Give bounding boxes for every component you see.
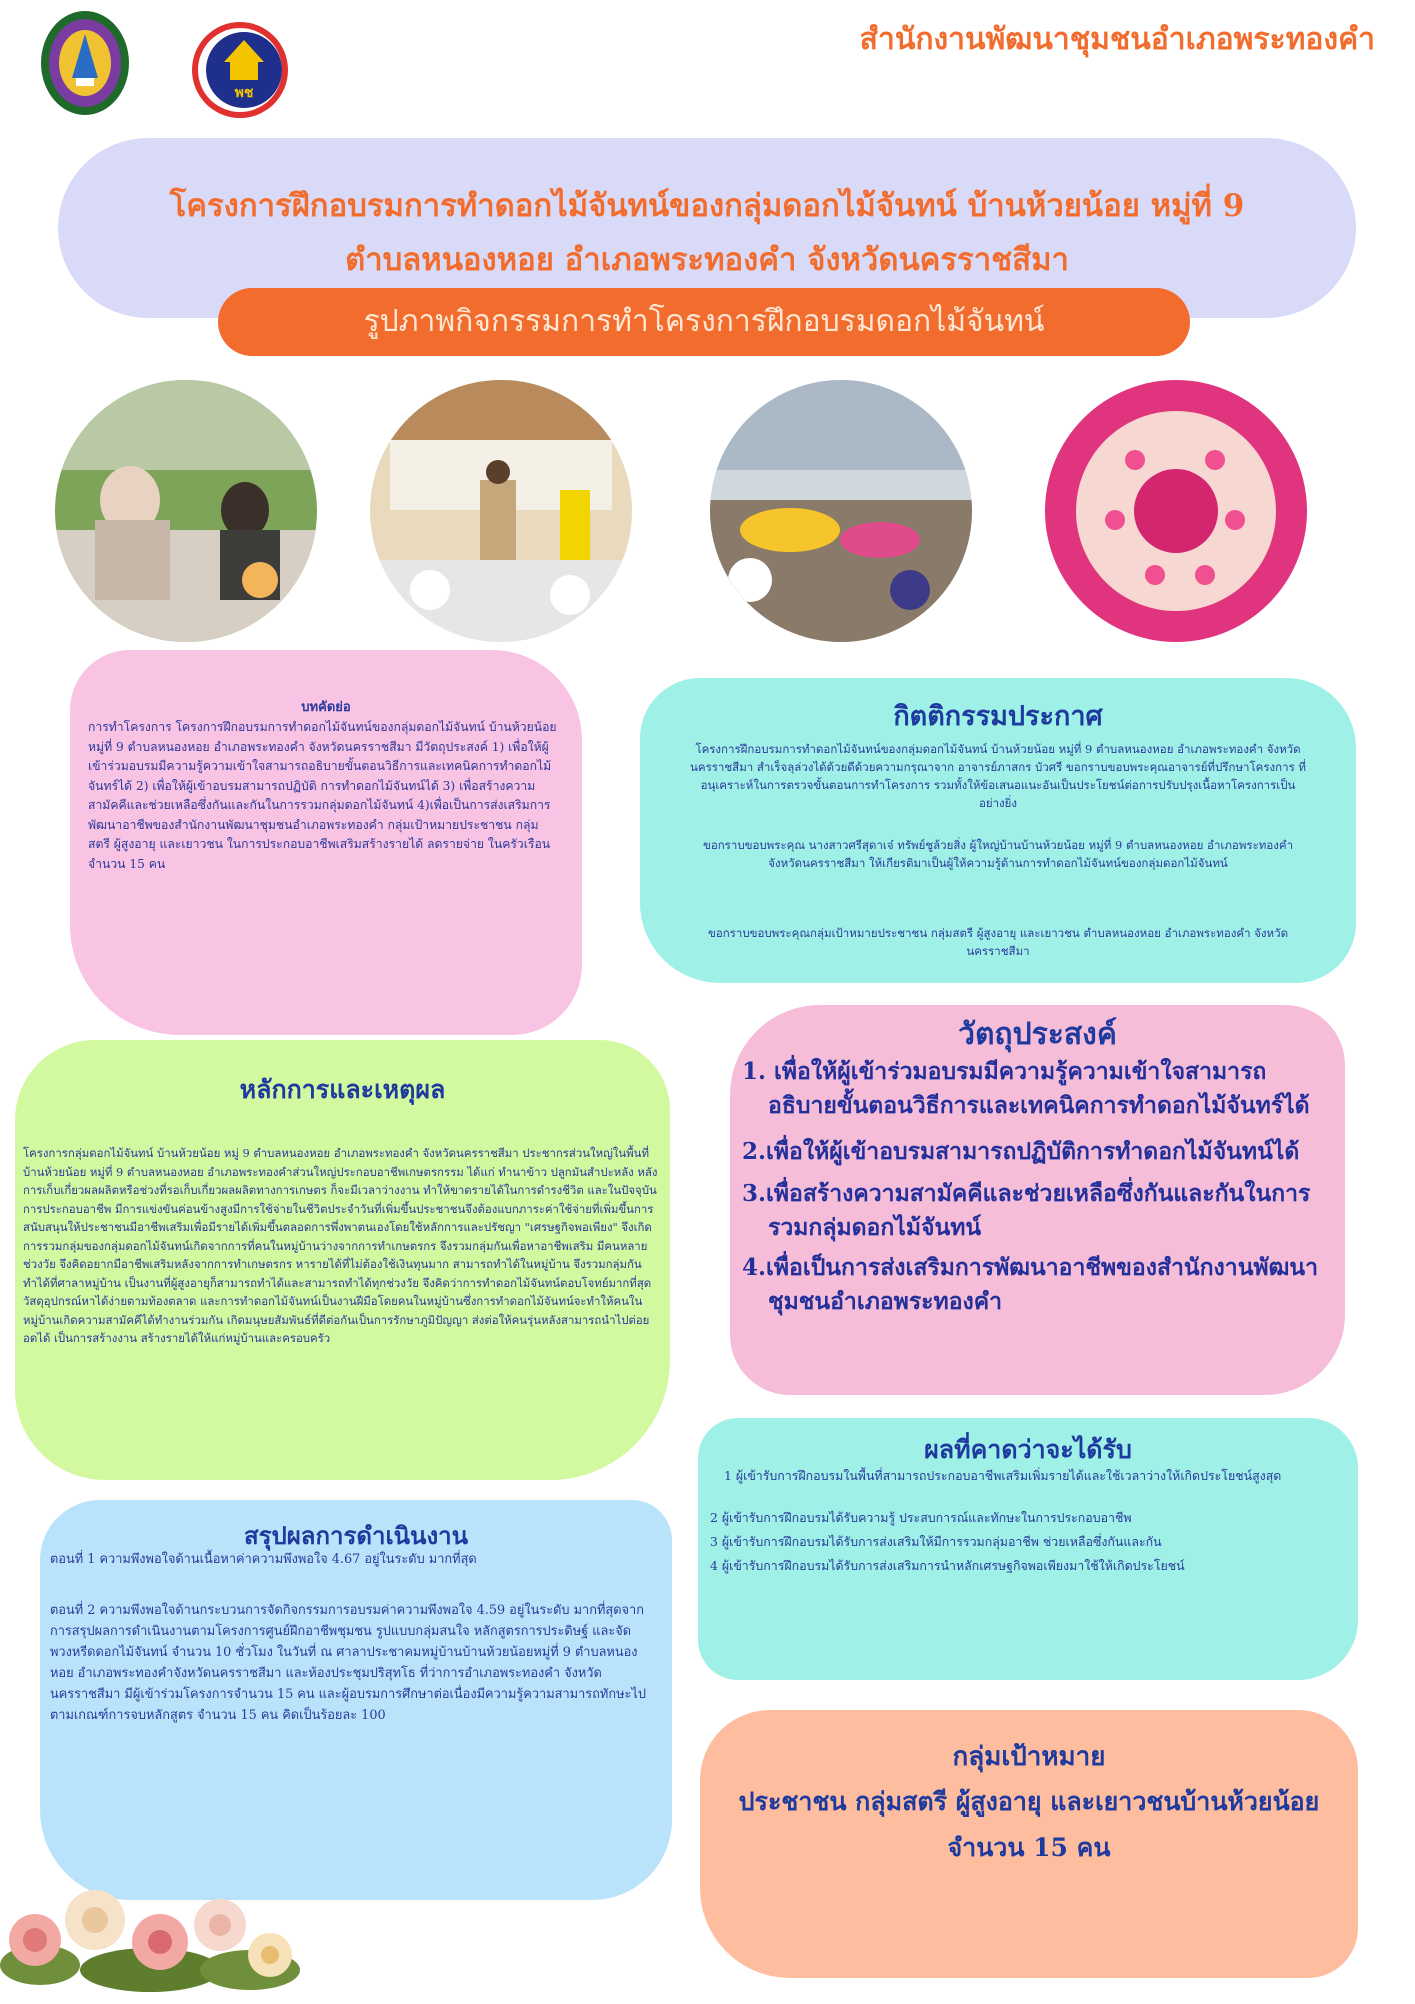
target-line-2: จำนวน 15 คน [947, 1833, 1111, 1862]
title-line-1: โครงการฝึกอบรมการทำดอกไม้จันทน์ของกลุ่มดอกไม้จันทน์ บ้านห้วยน้อย หมู่ที่ 9 [169, 188, 1245, 224]
photo-making-flowers [55, 380, 317, 642]
expected-item-3: 3 ผู้เข้ารับการฝึกอบรมได้รับการส่งเสริมให้มีการรวมกลุ่มอาชีพ ช่วยเหลือซึ่งกันและกัน [710, 1534, 1162, 1549]
objective-item-1: 1. เพื่อให้ผู้เข้าร่วมอบรมมีความรู้ความเข้าใจสามารถอธิบายขั้นตอนวิธีการและเทคนิคการทำดอกไม้จันทร์ได้ [742, 1058, 1310, 1119]
acknowledgement-card [640, 678, 1356, 983]
objective-item-4: 4.เพื่อเป็นการส่งเสริมการพัฒนาอาชีพของสำนักงานพัฒนาชุมชนอำเภอพระทองคำ [742, 1254, 1318, 1315]
abstract-heading: บทคัดย่อ [301, 700, 351, 715]
target-heading: กลุ่มเป้าหมาย [952, 1742, 1106, 1772]
objective-item-3: 3.เพื่อสร้างความสามัคคีและช่วยเหลือซึ่งกันและกันในการรวมกลุ่มดอกไม้จันทน์ [742, 1180, 1311, 1241]
abstract-card [70, 650, 582, 1035]
flower-decoration-icon [0, 1870, 300, 2000]
objectives-card [730, 1005, 1345, 1395]
expected-item-2: 2 ผู้เข้ารับการฝึกอบรมได้รับความรู้ ประสบการณ์และทักษะในการประกอบอาชีพ [710, 1510, 1132, 1525]
expected-item-4: 4 ผู้เข้ารับการฝึกอบรมได้รับการส่งเสริมการนำหลักเศรษฐกิจพอเพียงมาใช้ให้เกิดประโยชน์ [710, 1558, 1185, 1573]
rationale-body: โครงการกลุ่มดอกไม้จันทน์ บ้านห้วยน้อย หมู่ 9 ตำบลหนองหอย อำเภอพระทองคำ จังหวัดนครราชสีมา ประชากรส่วนใหญ่ในพื้นที่บ้านห้วยน้อย หมู่ที่ 9 ตำบลหนองหอย อำเภอพระทองคำส่วนใหญ่ประกอบอาชีพเกษตรกรรม ได้แก่ ทำนาข้าว ปลูกมันสำปะหลัง หลังการเก็บเกี่ยวผลผลิตหรือช่วงที่รอเก็บเกี่ยวผลผลิตทางการเกษตร ก็จะมีเวลาว่างงาน ทำให้ขาดรายได้ในการดำรงชีวิต และในปัจจุบันการประกอบอาชีพ มีการแข่งขันค่อนข้างสูงมีการใช้จ่ายในชีวิตประจำวันที่เพิ่มขึ้นประชาชนจึงต้องแบกภาระค่าใช้จ่ายที่เพิ่มขึ้นการสนับสนุนให้ประชาชนมีอาชีพเสริมเพื่อมีรายได้เพิ่มขึ้นตลอดการพึ่งพาตนเองโดยใช้หลักการและปรัชญา "เศรษฐกิจพอเพียง" จึงเกิดการรวมกลุ่มของกลุ่มดอกไม้จันทน์เกิดจากการที่คนในหมู่บ้านว่างจากการทำเกษตรกร จึงรวมกลุ่มกันเพื่อหาอาชีพเสริม มีคนหลายช่วงวัย จึงคิดอยากมีอาชีพเสริมหลังจากการทำเกษตรกร หารายได้ที่ไม่ต้องใช้เงินทุนมาก สามารถทำได้ในหมู่บ้าน จึงรวมกลุ่มกันทำได้ที่ศาลาหมู่บ้าน เป็นงานที่ผู้สูงอายุก็สามารถทำได้และสามารถทำได้ทุกช่วงวัย จึงคิดว่าการทำดอกไม้จันทน์ตอบโจทย์มากที่สุด วัสดุอุปกรณ์หาได้ง่ายตามท้องตลาด และการทำดอกไม้จันทน์เป็นงานฝีมือโดยคนในหมู่บ้านซึ่งการทำดอกไม้จันทน์จะทำให้คนในหมู่บ้านเกิดความสามัคคีได้ทำงานร่วมกัน เกิดมนุษยสัมพันธ์ที่ดีต่อกันเป็นการรักษาภูมิปัญญา ส่งต่อให้คนรุ่นหลังสามารถนำไปต่อยอดได้ เป็นการสร้างงาน สร้างรายได้ให้แก่หมู่บ้านและครอบครัว [23, 1146, 658, 1345]
expected-card [698, 1418, 1358, 1680]
rationale-heading: หลักการและเหตุผล [239, 1075, 446, 1104]
expected-item-1: 1 ผู้เข้ารับการฝึกอบรมในพื้นที่สามารถประกอบอาชีพเสริมเพิ่มรายได้และใช้เวลาว่างให้เกิดประโยชน์สูงสุด [724, 1468, 1282, 1483]
subtitle-pill: รูปภาพกิจกรรมการทำโครงการฝึกอบรมดอกไม้จันทน์ [218, 288, 1190, 356]
expected-heading: ผลที่คาดว่าจะได้รับ [924, 1435, 1132, 1464]
ack-para-2: ขอกราบขอบพระคุณ นางสาวศรีสุดาเจ๋ ทรัพย์ชูล้วยสิ่ง ผู้ใหญ่บ้านบ้านห้วยน้อย หมู่ที่ 9 ตำบลหนองหอย อำเภอพระทองคำ จังหวัดนครราชสีมา ให้เกียรติมาเป็นผู้ให้ความรู้ด้านการทำดอกไม้จันทน์ของกลุ่มดอกไม้จันทน์ [702, 838, 1294, 870]
office-name: สำนักงานพัฒนาชุมชนอำเภอพระทองคำ [859, 22, 1375, 57]
target-card [700, 1710, 1358, 1978]
ack-para-3: ขอกราบขอบพระคุณกลุ่มเป้าหมายประชาชน กลุ่มสตรี ผู้สูงอายุ และเยาวชน ตำบลหนองหอย อำเภอพระทองคำ จังหวัดนครราชสีมา [707, 926, 1289, 958]
photo-opening-ceremony [370, 380, 632, 642]
ack-para-1: โครงการฝึกอบรมการทำดอกไม้จันทน์ของกลุ่มดอกไม้จันทน์ บ้านห้วยน้อย หมู่ที่ 9 ตำบลหนองหอย อำเภอพระทองคำ จังหวัดนครราชสีมา สำเร็จลุล่วงได้ด้วยดีด้วยความกรุณาจาก อาจารย์ภาสกร บัวศรี ขอกราบขอบพระคุณอาจารย์ที่ปรึกษาโครงการ ที่อนุเคราะห์ในการตรวจขั้นตอนการทำโครงการ รวมทั้งให้ข้อเสนอแนะอันเป็นประโยชน์ต่อการปรับปรุงเนื้อหาโครงการเป็นอย่างยิ่ง [690, 742, 1306, 810]
summary-card [40, 1500, 672, 1900]
objective-item-2: 2.เพื่อให้ผู้เข้าอบรมสามารถปฏิบัติการทำดอกไม้จันทน์ได้ [742, 1138, 1300, 1165]
university-seal-icon [38, 8, 132, 118]
title-line-2: ตำบลหนองหอย อำเภอพระทองคำ จังหวัดนครราชสีมา [345, 242, 1069, 278]
objectives-heading: วัตถุประสงค์ [958, 1017, 1117, 1052]
pch-logo-text: พช [234, 85, 254, 101]
pch-community-development-icon [190, 20, 290, 120]
summary-heading: สรุปผลการดำเนินงาน [243, 1521, 469, 1550]
summary-para-2: ตอนที่ 2 ความพึงพอใจด้านกระบวนการจัดกิจกรรมการอบรมค่าความพึงพอใจ 4.59 อยู่ในระดับ มากที่สุดจากการสรุปผลการดำเนินงานตามโครงการศูนย์ฝึกอาชีพชุมชน รูปแบบกลุ่มสนใจ หลักสูตรการประดิษฐ์ และจัดพวงหรีดดอกไม้จันทน์ จำนวน 10 ชั่วโมง ในวันที่ ณ ศาลาประชาคมหมู่บ้านบ้านห้วยน้อยหมู่ที่ 9 ตำบลหนองหอย อำเภอพระทองคำจังหวัดนครราชสีมา และห้องประชุมปริสุทโธ ที่ว่าการอำเภอพระทองคำ จังหวัดนครราชสีมา มีผู้เข้าร่วมโครงการจำนวน 15 คน และผู้อบรมการศึกษาต่อเนื่องมีความรู้ความสามารถทักษะไปตามเกณฑ์การจบหลักสูตร จำนวน 15 คน คิดเป็นร้อยละ 100 [50, 1603, 646, 1723]
abstract-body: การทำโครงการ โครงการฝึกอบรมการทำดอกไม้จันทน์ของกลุ่มดอกไม้จันทน์ บ้านห้วยน้อย หมู่ที่ 9 ตำบลหนองหอย อำเภอพระทองคำ จังหวัดนครราชสีมา มีวัตถุประสงค์ 1) เพื่อให้ผู้เข้าร่วมอบรมมีความรู้ความเข้าใจสามารถอธิบายขั้นตอนวิธีการและเทคนิคการทำดอกไม้จันทร์ได้ 2) เพื่อให้ผู้เข้าอบรมสามารถปฏิบัติ การทำดอกไม้จันทน์ได้ 3) เพื่อสร้างความสามัคคีและช่วยเหลือซึ่งกันและกันในการรวมกลุ่มดอกไม้จันทน์ 4)เพื่อเป็นการส่งเสริมการพัฒนาอาชีพของสำนักงานพัฒนาชุมชนอำเภอพระทองคำ กลุ่มเป้าหมายประชาชน กลุ่มสตรี ผู้สูงอายุ และเยาวชน ในการประกอบอาชีพเสริมสร้างรายได้ ลดรายจ่าย ในครัวเรือน จำนวน 15 คน [88, 720, 557, 871]
rationale-card [15, 1040, 670, 1480]
photo-group-workshop [710, 380, 972, 642]
summary-para-1: ตอนที่ 1 ความพึงพอใจด้านเนื้อหาค่าความพึงพอใจ 4.67 อยู่ในระดับ มากที่สุด [50, 1552, 477, 1567]
target-line-1: ประชาชน กลุ่มสตรี ผู้สูงอายุ และเยาวชนบ้านห้วยน้อย [738, 1787, 1320, 1816]
photo-flower-wreath [1045, 380, 1307, 642]
acknowledgement-heading: กิตติกรรมประกาศ [893, 701, 1103, 732]
